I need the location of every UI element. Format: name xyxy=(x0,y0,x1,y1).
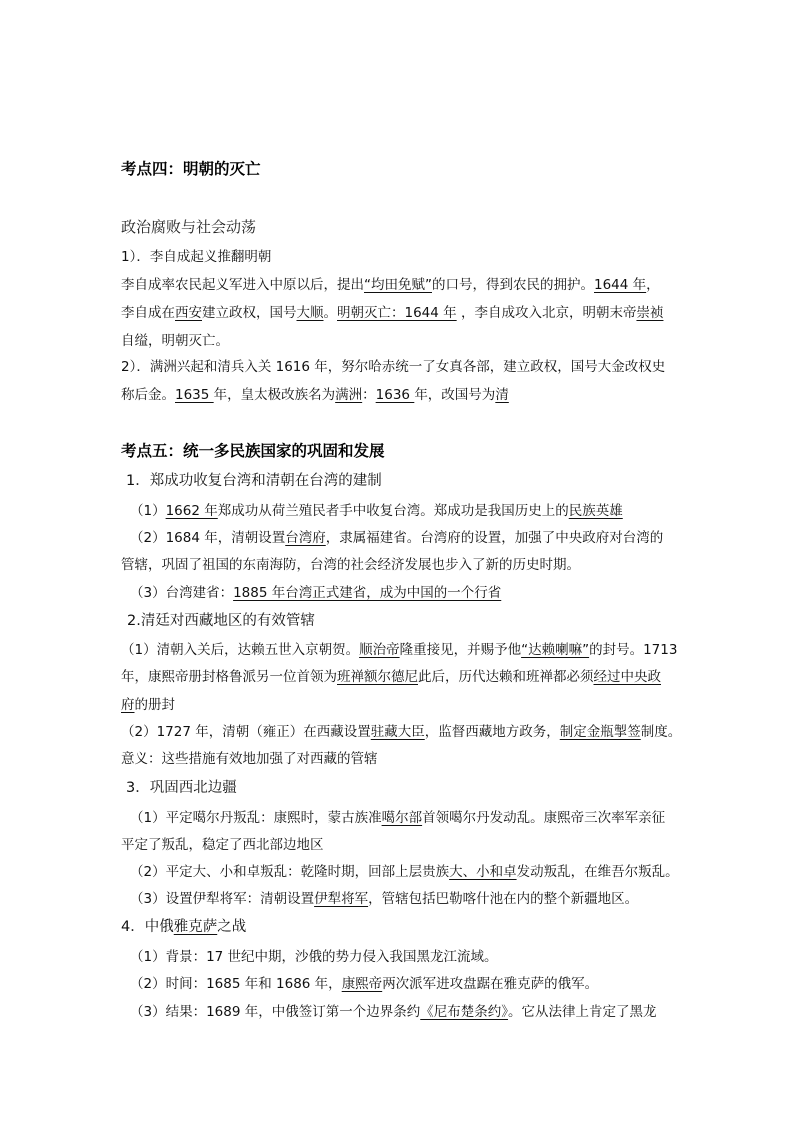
s4-p1: （1）背景：17 世纪中期，沙俄的势力侵入我国黑龙江流域。 xyxy=(130,949,498,965)
underlined-term: 明朝灭亡：1644 年 xyxy=(337,305,457,321)
text-span: 称后金。 xyxy=(121,387,175,403)
text-span: ： xyxy=(362,387,376,403)
underlined-term: 经过中央政 xyxy=(593,669,661,685)
s3-p1-line1 xyxy=(130,809,690,827)
p1-line1 xyxy=(121,276,681,294)
text-span: （1）平定噶尔丹叛乱：康熙时，蒙古族准 xyxy=(130,810,382,826)
text-span: 发动叛乱，在维吾尔叛乱。 xyxy=(516,864,679,880)
underlined-term: 1885 年台湾正式建省，成为中国的一个行省 xyxy=(233,585,502,601)
underlined-term: 制定金瓶掣签 xyxy=(559,724,641,740)
underlined-term: 满洲 xyxy=(335,387,363,403)
s1-p3 xyxy=(130,584,690,602)
text-span: ，隶属福建省。台湾府的设置，加强了中央政府对台湾的 xyxy=(325,530,664,546)
s2-meaning: 意义：这些措施有效地加强了对西藏的管辖 xyxy=(121,751,378,767)
s1-p2-line1 xyxy=(130,529,690,547)
s3-p2 xyxy=(130,863,690,881)
item1-title: 1）．李自成起义推翻明朝 xyxy=(121,249,272,265)
text-span: 李自成率农民起义军进入中原以后，提出 xyxy=(121,277,364,293)
underlined-term: 1635 xyxy=(175,387,214,403)
text-span: （2）平定大、小和卓叛乱：乾隆时期，回部上层贵族 xyxy=(130,864,450,880)
text-span: 4．中俄 xyxy=(121,919,174,935)
underlined-term: 清 xyxy=(495,387,509,403)
text-span: 的册封 xyxy=(134,697,175,713)
item2-line1: 2）．满洲兴起和清兵入关 1616 年，努尔哈赤统一了女真各部，建立政权，国号大金改权史 xyxy=(121,359,666,375)
section4-subtitle: 政治腐败与社会动荡 xyxy=(121,218,257,236)
underlined-term: 康熙帝 xyxy=(341,976,383,992)
text-span: 之战 xyxy=(217,919,247,935)
p1-line3: 自缢，明朝灭亡。 xyxy=(121,333,229,349)
underlined-term: 顺治帝 xyxy=(359,642,400,658)
underlined-term: “达赖喇嘛” xyxy=(521,642,590,658)
s2-p1-line1 xyxy=(121,641,681,659)
underlined-term: 1636 xyxy=(375,387,415,403)
s2-p2 xyxy=(121,723,681,741)
underlined-term: 雅克萨 xyxy=(173,919,218,935)
text-span: 李自成在 xyxy=(121,305,175,321)
underlined-term: 驻藏大臣 xyxy=(370,724,425,740)
s1-p2-line2: 管辖，巩固了祖国的东南海防，台湾的社会经济发展也步入了新的历史时期。 xyxy=(121,557,580,573)
text-span: 此后，历代达赖和班禅都必须 xyxy=(418,669,594,685)
s1-title: 1．郑成功收复台湾和清朝在台湾的建制 xyxy=(126,473,382,489)
text-span: （3）结果：1689 年，中俄签订第一个边界条约 xyxy=(130,1004,421,1020)
underlined-term: “均田免赋” xyxy=(364,277,432,293)
text-span: 两次派军进攻盘踞在雅克萨的俄军。 xyxy=(382,976,599,992)
text-span: （2）时间：1685 年和 1686 年， xyxy=(130,976,342,992)
text-span: ，李自成攻入北京，明朝末帝 xyxy=(456,305,637,321)
s2-title: 2.清廷对西藏地区的有效管辖 xyxy=(127,613,315,629)
text-span: （2）1727 年，清朝（雍正）在西藏设置 xyxy=(121,724,371,740)
underlined-term: 班禅额尔德尼 xyxy=(337,669,418,685)
underlined-term: 伊犁将军 xyxy=(314,891,369,907)
underlined-term: 府 xyxy=(121,697,135,713)
text-span: ，管辖包括巴勒喀什池在内的整个新疆地区。 xyxy=(368,891,639,907)
underlined-term: 崇祯 xyxy=(636,305,664,321)
underlined-term: 民族英雄 xyxy=(568,503,623,519)
s3-p1-line2: 平定了叛乱，稳定了西北部边地区 xyxy=(121,837,324,853)
text-span: 年，康熙帝册封格鲁派另一位首领为 xyxy=(121,669,337,685)
text-span: 郑成功从荷兰殖民者手中收复台湾。郑成功是我国历史上的 xyxy=(217,503,569,519)
text-span: 的口号，得到农民的拥护。 xyxy=(432,277,594,293)
underlined-term: 台湾府 xyxy=(285,530,326,546)
underlined-term: 大顺 xyxy=(296,305,324,321)
underlined-term: 大、小和卓 xyxy=(449,864,517,880)
text-span: 建立政权，国号 xyxy=(202,305,297,321)
text-span: 。它从法律上肯定了黑龙 xyxy=(508,1004,657,1020)
text-span: （1） xyxy=(130,503,166,519)
text-span: （3）台湾建省： xyxy=(130,585,234,601)
underlined-term: 《尼布楚条约》 xyxy=(420,1004,508,1020)
underlined-term: 1644 年 xyxy=(594,277,647,293)
text-span: 年，改国号为 xyxy=(414,387,496,403)
s1-p1 xyxy=(130,502,690,520)
s2-p1-line3 xyxy=(121,696,681,714)
text-span: 的封号。1713 xyxy=(589,642,678,658)
underlined-term: 1662 年 xyxy=(165,503,218,519)
item2-line2 xyxy=(121,386,681,404)
s3-title: 3．巩固西北边疆 xyxy=(126,780,237,796)
text-span: 隆重接见，并赐予他 xyxy=(399,642,522,658)
section5-title: 考点五：统一多民族国家的巩固和发展 xyxy=(121,442,385,460)
text-span: （1）清朝入关后，达赖五世入京朝贺。 xyxy=(121,642,360,658)
underlined-term: 噶尔部 xyxy=(381,810,423,826)
underlined-term: 西安 xyxy=(175,305,202,321)
text-span: 年，皇太极改族名为 xyxy=(213,387,336,403)
s3-p3 xyxy=(130,890,690,908)
text-span: 首领噶尔丹发动乱。康熙帝三次率军亲征 xyxy=(422,810,666,826)
text-span: ， xyxy=(646,277,660,293)
s4-p3 xyxy=(130,1003,690,1021)
text-span: ，监督西藏地方政务， xyxy=(424,724,560,740)
s2-p1-line2 xyxy=(121,668,681,686)
p1-line2 xyxy=(121,304,681,322)
text-span: （3）设置伊犁将军：清朝设置 xyxy=(130,891,315,907)
s4-p2 xyxy=(130,975,690,993)
text-span: （2）1684 年，清朝设置 xyxy=(130,530,286,546)
text-span: 制度。 xyxy=(640,724,682,740)
s4-title xyxy=(121,918,681,936)
text-span: 。 xyxy=(323,305,337,321)
section4-title: 考点四：明朝的灭亡 xyxy=(121,160,261,178)
